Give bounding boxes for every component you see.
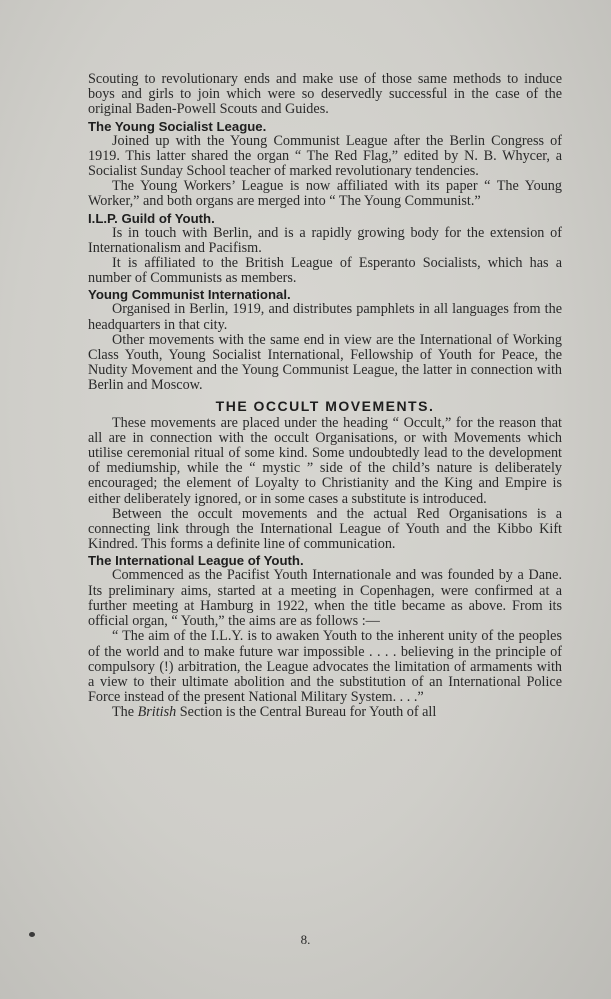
paragraph-start: The bbox=[112, 704, 135, 721]
paragraph-rest: Section is the Central Bureau for Youth of all bbox=[179, 704, 437, 721]
quotation: “ The aim of the I.L.Y. is to awaken Youth to the inherent unity of the peoples of the world and to make future war impossible . . . . believing in the principle of compulsory (!) arbitration, the League advocates the limitation of armaments with a view to their ultimate abolition and the substitution of an International Police Force instead of the present National Military System. . . .” bbox=[88, 628, 562, 706]
italic-word: British bbox=[137, 704, 177, 721]
ink-spot bbox=[29, 932, 35, 937]
paragraph bbox=[88, 705, 562, 720]
heading-young-communist-international: Young Communist International. bbox=[88, 287, 291, 303]
heading-ilp-guild-of-youth: I.L.P. Guild of Youth. bbox=[88, 210, 215, 226]
paragraph: These movements are placed under the heading “ Occult,” for the reason that all are in connection with the occult Organisations, or with Movements which utilise ceremonial ritual of some kind. Some undoubtedly lead to the development of mediumship, while the “ mystic ” side of the child’s nature is deliberately encouraged; the element of Loyalty to Christianity and the King and Empire is either deliberately ignored, or in some cases a substitute is introduced. bbox=[88, 414, 562, 507]
page-number: 8. bbox=[300, 932, 311, 947]
paragraph: Joined up with the Young Communist League after the Berlin Congress of 1919. This latter shared the organ “ The Red Flag,” edited by N. B. Whycer, a Socialist Sunday School teacher of marked revolutionary tendencies. bbox=[88, 132, 562, 180]
body-text bbox=[88, 72, 562, 721]
paragraph: Organised in Berlin, 1919, and distributes pamphlets in all languages from the headquarters in that city. bbox=[88, 301, 562, 333]
heading-young-socialist-league: The Young Socialist League. bbox=[88, 118, 267, 134]
paragraph: Between the occult movements and the actual Red Organisations is a connecting link through the International League of Youth and the Kibbo Kift Kindred. This forms a definite line of communication. bbox=[88, 505, 562, 553]
paragraph: The Young Workers’ League is now affiliated with its paper “ The Young Worker,” and both organs are merged into “ The Young Communist.” bbox=[88, 178, 562, 210]
paragraph: Other movements with the same end in view are the International of Working Class Youth, Young Socialist International, Fellowship of Youth for Peace, the Nudity Movement and the Young Communist League, the latter in connection with Berlin and Moscow. bbox=[88, 331, 562, 394]
paragraph: Is in touch with Berlin, and is a rapidly growing body for the extension of Internationalism and Pacifism. bbox=[88, 224, 562, 256]
paragraph: Scouting to revolutionary ends and make use of those same methods to induce boys and girls to join which were so deservedly successful in the case of the original Baden-Powell Scouts and Guides. bbox=[88, 71, 562, 118]
heading-international-league-of-youth: The International League of Youth. bbox=[88, 553, 304, 569]
heading-occult-movements: THE OCCULT MOVEMENTS. bbox=[215, 397, 435, 414]
paragraph: Commenced as the Pacifist Youth Internationale and was founded by a Dane. Its preliminary aims, started at a meeting in Copenhagen, were confirmed at a further meeting at Hamburg in 1922, when the title became as above. From its official organ, “ Youth,” the aims are as follows :— bbox=[88, 567, 562, 630]
paragraph: It is affiliated to the British League of Esperanto Socialists, which has a number of Communists as members. bbox=[88, 255, 562, 287]
